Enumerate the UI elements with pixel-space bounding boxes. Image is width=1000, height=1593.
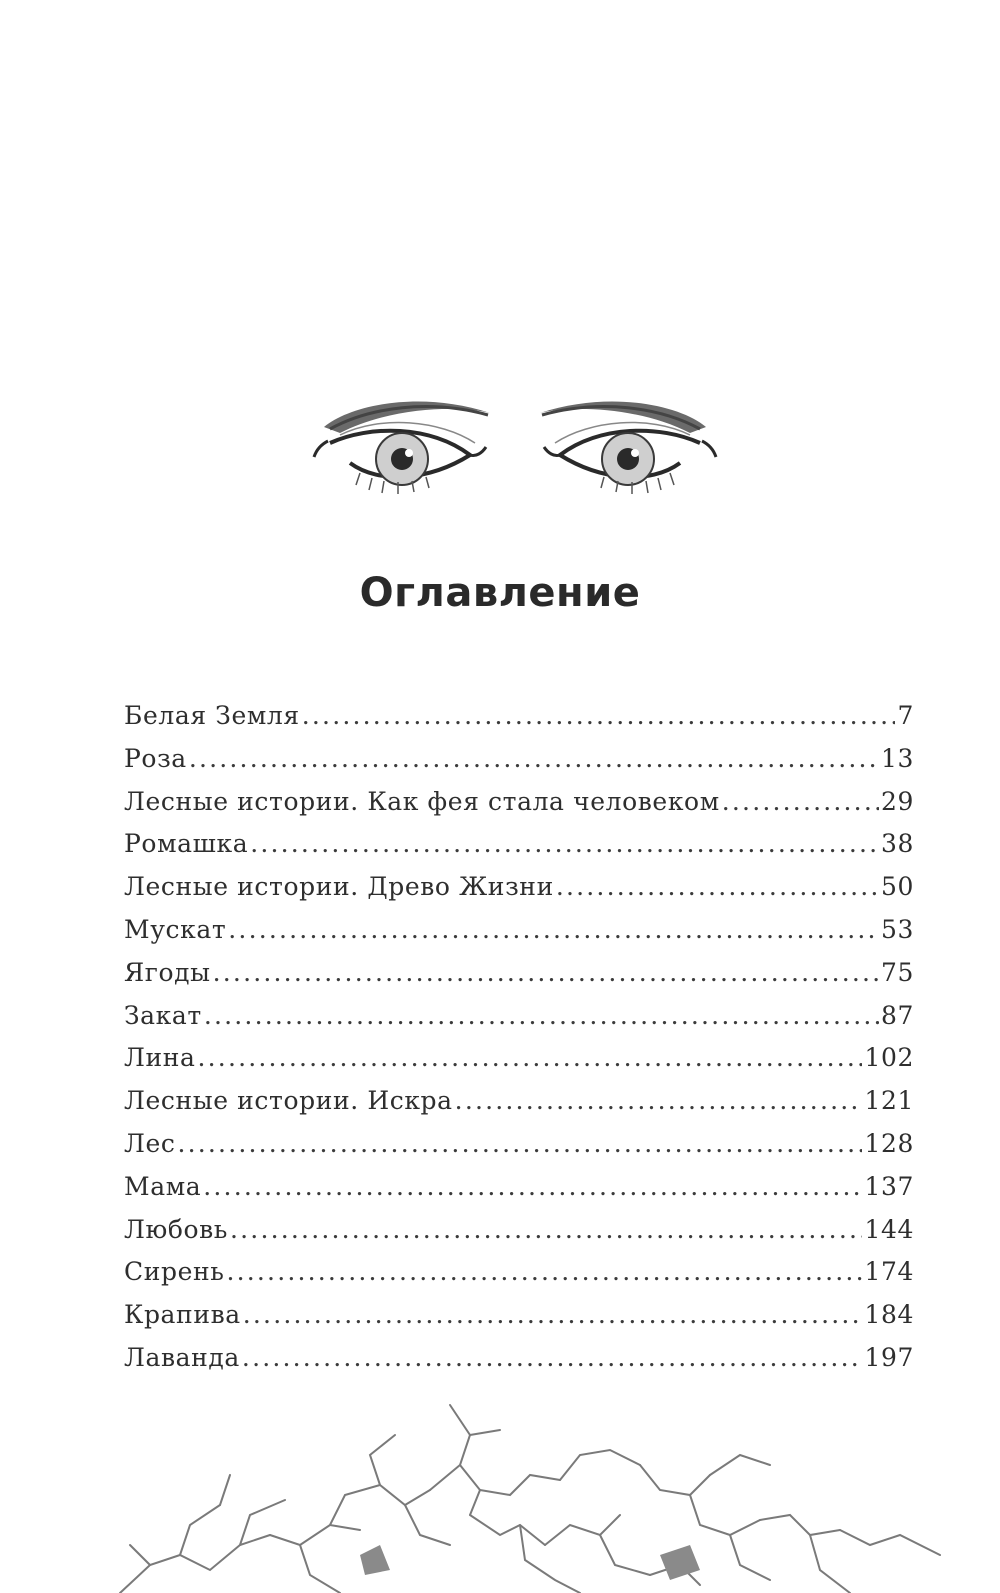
dot-leader xyxy=(250,823,879,866)
dot-leader xyxy=(189,738,879,781)
toc-entry-title: Белая Земля xyxy=(124,701,300,730)
toc-entry-page-number: 174 xyxy=(864,1257,914,1287)
toc-entry xyxy=(124,1037,914,1080)
toc-entry-title: Лес xyxy=(124,1128,176,1158)
toc-entry-page-number: 137 xyxy=(864,1171,914,1201)
table-of-contents xyxy=(124,695,914,1380)
toc-entry xyxy=(124,1080,914,1123)
toc-entry-title: Крапива xyxy=(124,1300,241,1330)
toc-entry-page-number: 87 xyxy=(880,1000,914,1030)
dot-leader xyxy=(556,866,879,909)
toc-entry-page-number: 7 xyxy=(897,701,914,730)
toc-entry-page-number: 121 xyxy=(864,1086,914,1116)
dot-leader xyxy=(230,1209,862,1252)
toc-entry-page-number: 102 xyxy=(864,1043,914,1073)
eyes-illustration xyxy=(310,385,720,515)
toc-entry-title: Роза xyxy=(124,743,187,773)
dot-leader xyxy=(302,695,896,738)
toc-entry xyxy=(124,695,914,738)
dot-leader xyxy=(198,1037,863,1080)
page-title: Оглавление xyxy=(359,570,641,616)
toc-entry xyxy=(124,738,914,781)
toc-entry-page-number: 53 xyxy=(880,914,914,944)
toc-entry-page-number: 128 xyxy=(864,1128,914,1158)
toc-entry xyxy=(124,781,914,824)
toc-entry xyxy=(124,1337,914,1380)
cracked-ground-illustration xyxy=(0,1395,1000,1593)
toc-entry-title: Лина xyxy=(124,1043,196,1073)
toc-entry-page-number: 184 xyxy=(864,1300,914,1330)
toc-entry-title: Любовь xyxy=(124,1214,229,1244)
toc-entry-title: Мама xyxy=(124,1171,202,1201)
toc-entry xyxy=(124,1123,914,1166)
toc-entry xyxy=(124,909,914,952)
toc-entry xyxy=(124,1209,914,1252)
toc-entry-title: Лесные истории. Древо Жизни xyxy=(124,872,554,902)
dot-leader xyxy=(228,909,879,952)
toc-entry xyxy=(124,952,914,995)
toc-entry-page-number: 50 xyxy=(880,872,914,902)
toc-entry xyxy=(124,866,914,909)
toc-entry-page-number: 13 xyxy=(880,743,914,773)
toc-entry xyxy=(124,1166,914,1209)
toc-entry-page-number: 144 xyxy=(864,1214,914,1244)
dot-leader xyxy=(455,1080,863,1123)
toc-entry-title: Сирень xyxy=(124,1257,225,1287)
toc-entry-title: Лаванда xyxy=(124,1342,240,1372)
dot-leader xyxy=(203,1166,862,1209)
toc-entry-title: Ягоды xyxy=(124,957,211,987)
toc-entry-page-number: 38 xyxy=(880,829,914,859)
toc-entry-title: Закат xyxy=(124,1000,202,1030)
dot-leader xyxy=(204,995,879,1038)
dot-leader xyxy=(242,1337,863,1380)
toc-entry xyxy=(124,1251,914,1294)
toc-entry-page-number: 197 xyxy=(864,1342,914,1372)
dot-leader xyxy=(722,781,879,824)
dot-leader xyxy=(243,1294,863,1337)
toc-entry xyxy=(124,1294,914,1337)
dot-leader xyxy=(226,1251,862,1294)
toc-entry-title: Лесные истории. Искра xyxy=(124,1086,453,1116)
toc-entry-page-number: 29 xyxy=(880,786,914,816)
toc-entry xyxy=(124,995,914,1038)
toc-entry-title: Лесные истории. Как фея стала человеком xyxy=(124,786,720,816)
dot-leader xyxy=(213,952,879,995)
toc-entry-page-number: 75 xyxy=(880,957,914,987)
toc-entry-title: Ромашка xyxy=(124,829,249,859)
toc-entry xyxy=(124,823,914,866)
toc-entry-title: Мускат xyxy=(124,914,227,944)
dot-leader xyxy=(177,1123,862,1166)
